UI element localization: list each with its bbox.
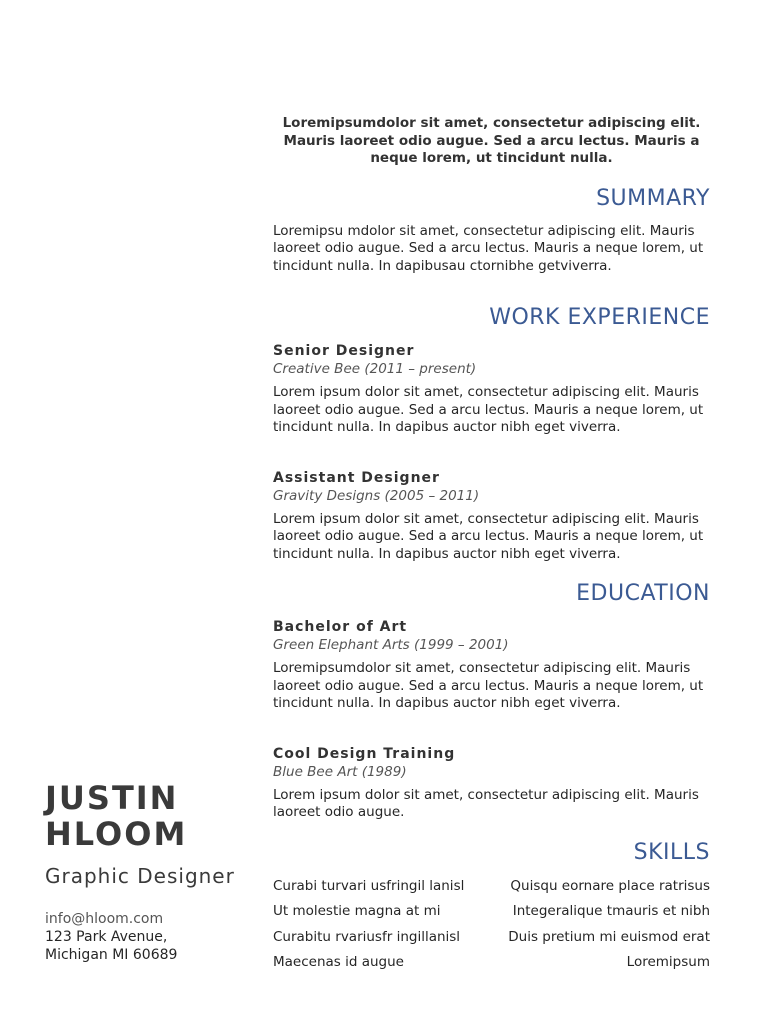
last-name: HLOOM [45,815,188,853]
entry-subtitle: Blue Bee Art (1989) [273,763,407,780]
entry-title: Senior Designer [273,343,415,359]
skill-item: Duis pretium mi euismod erat [508,928,710,945]
email-link[interactable]: info@hloom.com [45,911,164,927]
work-experience-section [273,305,710,563]
contact-info [45,910,255,964]
skill-item: Curabi turvari usfringil lanisl [273,877,465,894]
summary-heading: SUMMARY [596,185,710,211]
education-section [273,581,710,822]
skills-heading: SKILLS [633,839,710,865]
entry-title: Cool Design Training [273,745,456,762]
entry-subtitle: Gravity Designs (2005 – 2011) [273,487,480,504]
intro-text: Loremipsumdolor sit amet, consectetur adipiscing elit. Mauris laoreet odio augue. Sed a arcu lectus. Mauris a neque lorem, ut tincidunt nulla. [282,115,701,166]
skill-item: Integeralique tmauris et nibh [512,903,710,919]
contact-sidebar [45,780,255,964]
entry-title: Bachelor of Art [273,619,408,635]
entry-description: Lorem ipsum dolor sit amet, consectetur adipiscing elit. Mauris laoreet odio augue. Sed a arcu lectus. Mauris a neque lorem, ut tincidunt nulla. In dapibus auctor nibh eget viverra. [273,510,704,562]
skills-grid [273,877,710,972]
education-entry [273,745,710,822]
entry-subtitle: Green Elephant Arts (1999 – 2001) [273,637,509,653]
skill-item: Maecenas id augue [273,954,404,970]
education-entry [273,618,710,713]
skill-item: Quisqu eornare place ratrisus [510,877,710,894]
entry-description: Lorem ipsum dolor sit amet, consectetur adipiscing elit. Mauris laoreet odio augue. [273,786,699,820]
summary-text: Loremipsu mdolor sit amet, consectetur adipiscing elit. Mauris laoreet odio augue. Sed a arcu lectus. Mauris a neque lorem, ut tincidunt nulla. In dapibusau ctornibhe getviverra. [273,222,704,274]
resume-main [273,115,710,971]
skill-item: Loremipsum [626,954,710,970]
job-title: Graphic Designer [45,864,235,888]
work-experience-heading: WORK EXPERIENCE [489,305,710,330]
work-entry [273,469,710,564]
entry-description: Lorem ipsum dolor sit amet, consectetur adipiscing elit. Mauris laoreet odio augue. Sed a arcu lectus. Mauris a neque lorem, ut tincidunt nulla. In dapibus auctor nibh eget viverra. [273,384,704,435]
skills-section [273,840,710,972]
address-line-1: 123 Park Avenue, [45,929,168,945]
skill-item: Curabitu rvariusfr ingillanisl [273,928,461,945]
entry-description: Loremipsumdolor sit amet, consectetur adipiscing elit. Mauris laoreet odio augue. Sed a arcu lectus. Mauris a neque lorem, ut tincidunt nulla. In dapibus auctor nibh eget viverra. [273,660,704,711]
skill-item: Ut molestie magna at mi [273,903,441,919]
address-line-2: Michigan MI 60689 [45,947,178,963]
work-entry [273,342,710,437]
first-name: JUSTIN [45,779,179,817]
entry-title: Assistant Designer [273,469,440,486]
entry-subtitle: Creative Bee (2011 – present) [273,361,477,377]
education-heading: EDUCATION [576,581,710,606]
summary-section [273,186,710,276]
